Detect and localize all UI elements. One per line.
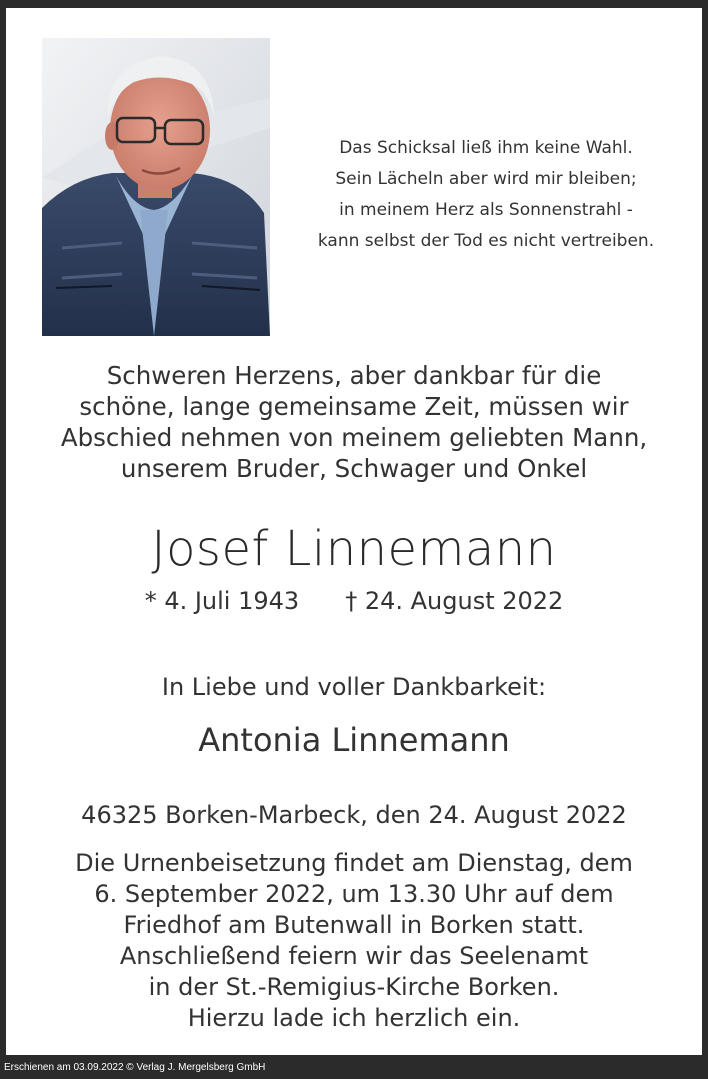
life-dates [6,586,702,616]
publication-footer: Erschienen am 03.09.2022 © Verlag J. Mergelsberg GmbH [4,1062,266,1073]
thanks-line: In Liebe und voller Dankbarkeit: [161,673,547,701]
mourner-name: Antonia Linnemann [198,721,510,759]
death-date: † 24. August 2022 [345,587,564,615]
service-info [6,848,702,1034]
portrait-icon [42,38,270,336]
intro-text [6,360,702,484]
poem-line: Das Schicksal ließ ihm keine Wahl. [339,138,633,158]
intro-line: unserem Bruder, Schwager und Onkel [120,454,588,483]
place-date: 46325 Borken-Marbeck, den 24. August 2022 [81,801,627,829]
deceased-name: Josef Linnemann [151,521,557,577]
service-line: Friedhof am Butenwall in Borken statt. [123,911,585,939]
portrait-photo [42,38,270,336]
service-line: in der St.-Remigius-Kirche Borken. [148,973,560,1001]
service-line: 6. September 2022, um 13.30 Uhr auf dem [94,880,614,908]
service-line: Die Urnenbeisetzung findet am Dienstag, dem [75,849,633,877]
poem-line: in meinem Herz als Sonnenstrahl - [339,200,633,220]
service-line: Anschließend feiern wir das Seelenamt [119,942,589,970]
intro-line: schöne, lange gemeinsame Zeit, müssen wir [79,392,629,421]
birth-date: * 4. Juli 1943 [144,587,300,615]
intro-line: Abschied nehmen von meinem geliebten Mann, [60,423,648,452]
poem-line: kann selbst der Tod es nicht vertreiben. [317,231,655,251]
service-line: Hierzu lade ich herzlich ein. [187,1004,521,1032]
intro-line: Schweren Herzens, aber dankbar für die [106,361,602,390]
poem [286,133,686,257]
obituary-card [6,8,702,1055]
poem-line: Sein Lächeln aber wird mir bleiben; [335,169,637,189]
